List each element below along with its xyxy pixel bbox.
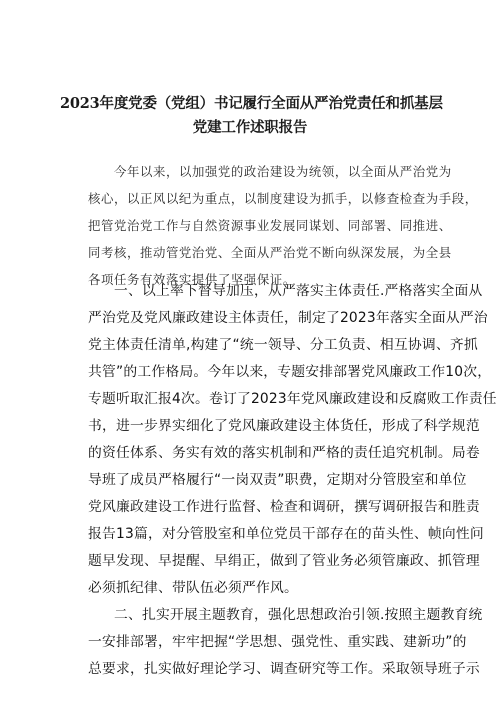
intro-line: 各项任务有效落实提供了坚强保证。 <box>88 272 296 287</box>
body-paragraphs <box>88 278 497 683</box>
intro-paragraph <box>88 158 478 293</box>
intro-line: 今年以来，以加强党的政治建设为统领，以全面从严治党为 <box>114 164 452 179</box>
body-line: 书，进一步界实细化了党风廉政建设主体货任，形成了科学规范 <box>88 418 480 434</box>
body-line: 的资任体系、务实有效的落实机制和严格的责任追究机制。局卷 <box>88 445 480 461</box>
body-line: 题早发现、早提醒、早绢正，做到了管业务必须管廉政、抓管理 <box>88 553 480 569</box>
body-line: 专题听取汇报4次。卷订了2023年党风廉政建设和反腐败工作责任 <box>88 391 497 407</box>
body-line: 导班了成员严格履行“一岗双责”职费，定期对分管股室和单位 <box>88 472 467 488</box>
intro-line: 核心，以正风以纪为重点，以制度建设为抓手，以修查检查为手段， <box>88 191 478 206</box>
body-line: 二、扎实开展主题教育，强化思想政治引领.按照主题教育统 <box>114 607 483 623</box>
body-line: 必须抓纪律、带队伍必须严作风。 <box>88 580 298 596</box>
body-line: 总要求，扎实做好理论学习、调查研究等工作。采取领导班子示 <box>88 661 480 677</box>
body-line: 严治党及党风廉政建设主体责任，制定了2023年落实全面从严治 <box>88 310 488 326</box>
document-title-line-1: 2023年度党委（党组）书记履行全面从严治党责任和抓基层 <box>60 95 443 112</box>
body-line: 共管”的工作格局。今年以来，专题安排部署党风廉政工作10次， <box>88 364 492 380</box>
body-line: 党风廉政建设工作进行监督、检查和调研，撰写调研报告和胜责 <box>88 499 480 515</box>
body-line: 一安排部署，牢牢把握“学思想、强党性、重实践、建新功”的 <box>88 634 467 650</box>
intro-line: 把管党治党工作与自然资源事业发展同谋划、同部署、同推进、 <box>88 218 452 233</box>
intro-line: 同考核，推动管党治党、全面从严治党不断向纵深发展，为全县 <box>88 245 452 260</box>
body-line: 报告13篇，对分管股室和单位党员干部存在的苗头性、帧向性问 <box>88 526 484 542</box>
body-line: 一、以上率下督导加压，从严落实主体责任.严格落实全面从 <box>114 283 483 299</box>
body-line: 党主体责任清单,构建了“统一领导、分工负责、相互协调、齐抓 <box>88 337 478 353</box>
document-title-line-2: 党建工作述职报告 <box>192 119 308 136</box>
